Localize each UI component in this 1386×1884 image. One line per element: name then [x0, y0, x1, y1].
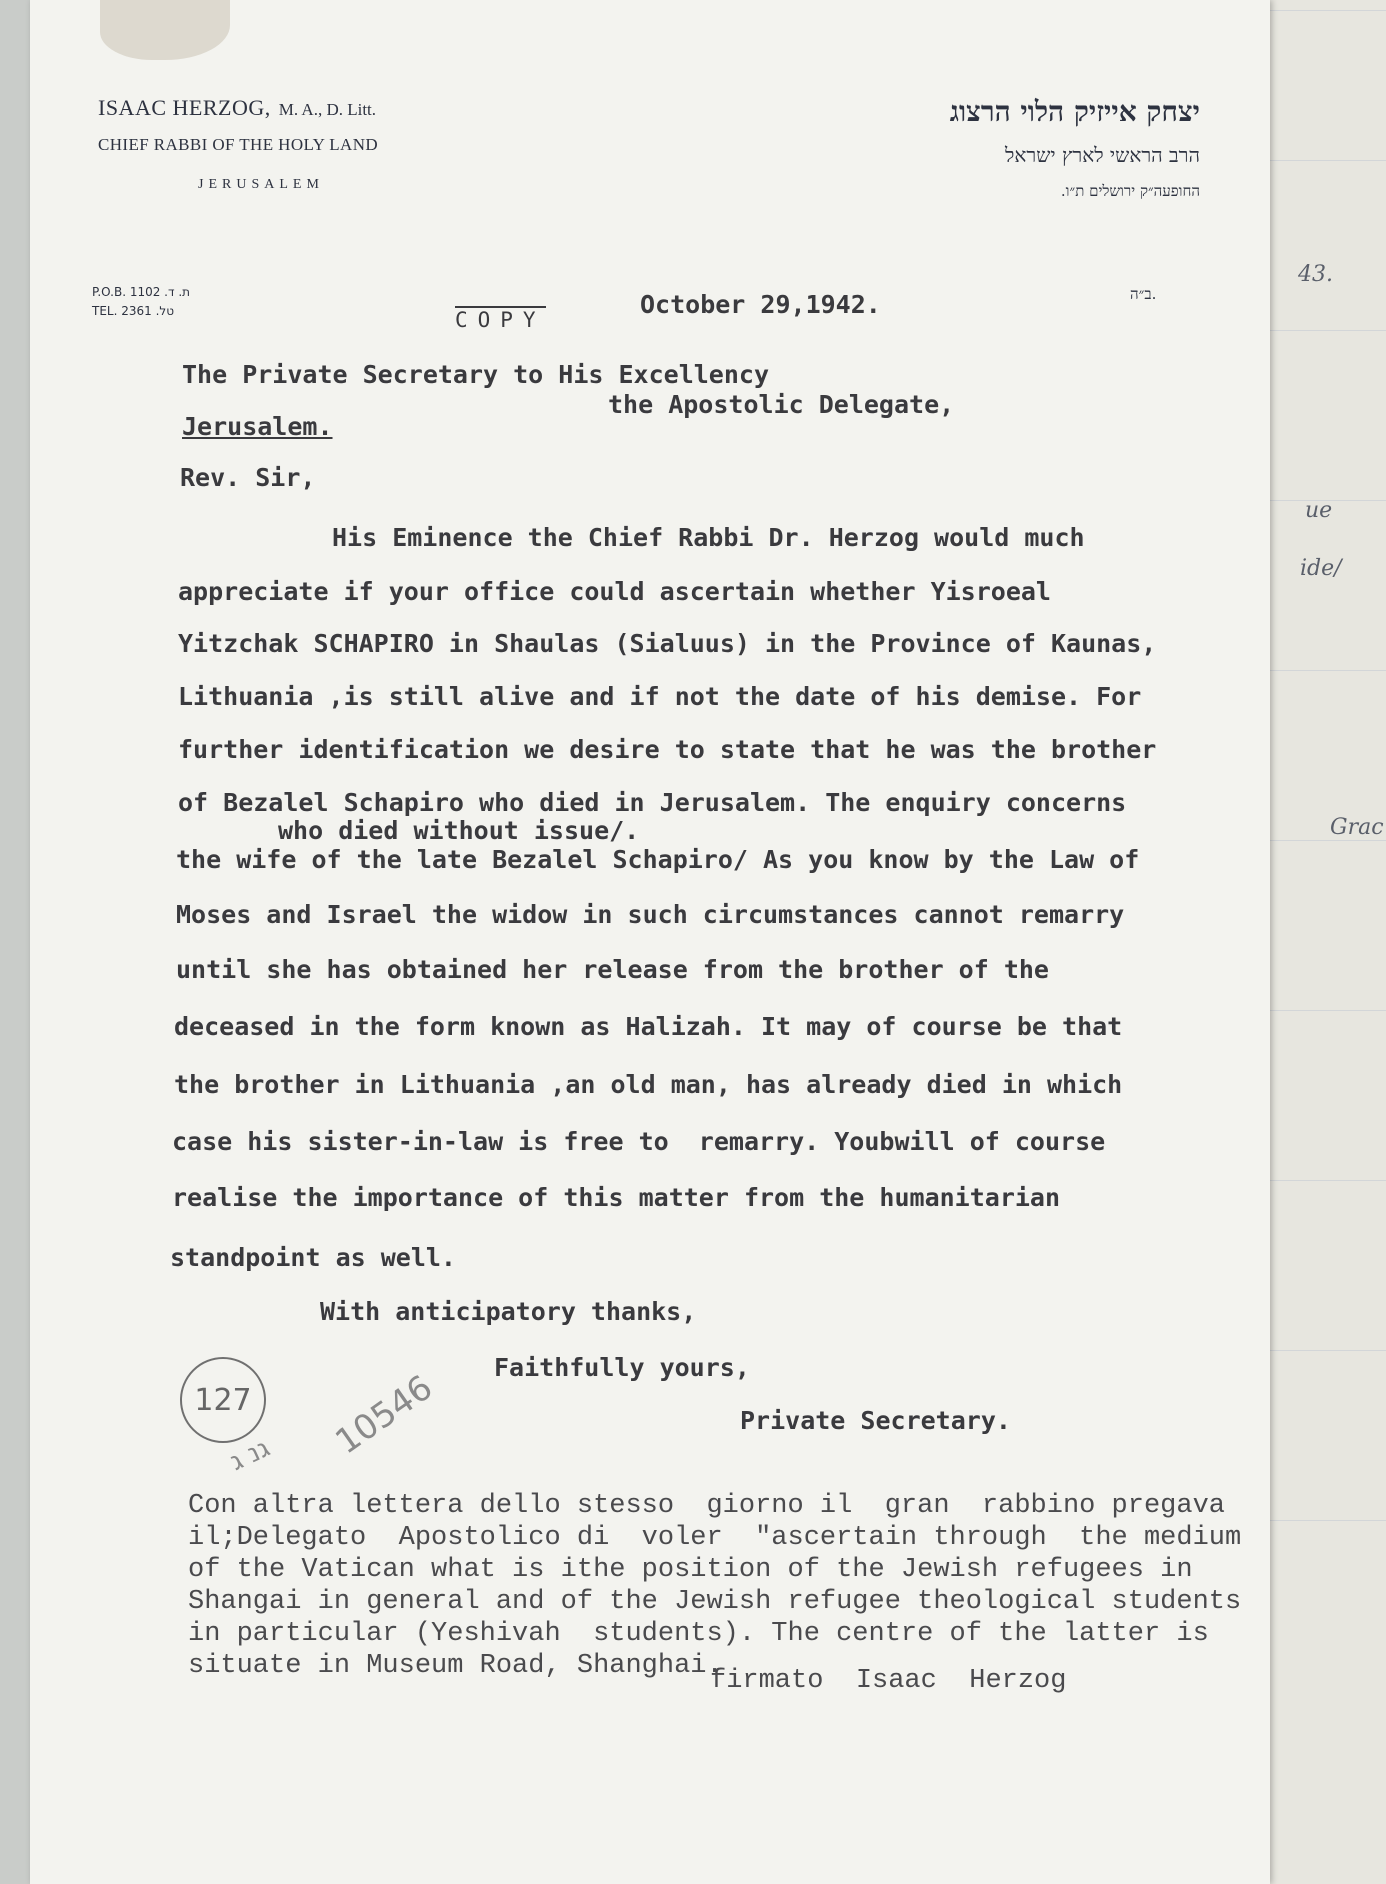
letterhead-degrees: M. A., D. Litt. — [278, 100, 377, 119]
address-city: Jerusalem. — [182, 412, 333, 441]
body-line: Yitzchak SCHAPIRO in Shaulas (Sialuus) in the Province of Kaunas, — [178, 629, 1157, 658]
salutation: Rev. Sir, — [180, 463, 316, 492]
body-line: of Bezalel Schapiro who died in Jerusalem. The enquiry concerns — [178, 788, 1127, 817]
copy-label: COPY — [455, 308, 546, 332]
letter-date: October 29,1942. — [640, 290, 881, 319]
letterhead-city: JERUSALEM — [198, 177, 324, 192]
address-line: The Private Secretary to His Excellency — [182, 360, 769, 389]
closing-yours: Faithfully yours, — [494, 1353, 750, 1382]
telephone: TEL. 2361 .טל — [92, 304, 175, 318]
annotation-line: of the Vatican what is ithe position of the Jewish refugees in — [188, 1555, 1193, 1585]
body-line: Moses and Israel the widow in such circumstances cannot remarry — [176, 900, 1125, 929]
body-line: deceased in the form known as Halizah. It may of course be that — [174, 1012, 1123, 1041]
letterhead-hebrew-name: יצחק אייזיק הלוי הרצוג — [949, 95, 1200, 128]
letterhead-hebrew — [950, 95, 1200, 201]
closing-thanks: With anticipatory thanks, — [320, 1297, 697, 1326]
body-line: the brother in Lithuania ,an old man, has already died in which — [174, 1070, 1123, 1099]
annotation-line: Shangai in general and of the Jewish refugee theological students — [188, 1587, 1242, 1617]
body-line: the wife of the late Bezalel Schapiro/ As you know by the Law of — [176, 845, 1140, 874]
letterhead-title: CHIEF RABBI OF THE HOLY LAND — [98, 135, 379, 154]
body-line: realise the importance of this matter from the humanitarian — [172, 1183, 1061, 1212]
circled-folio-number: 127 — [180, 1357, 266, 1443]
annotation-signed: firmato Isaac Herzog — [710, 1666, 1067, 1696]
letter-page — [30, 0, 1270, 1884]
po-box: P.O.B. 1102 .ת. ד — [92, 285, 191, 299]
pencil-initials: גנ ג — [225, 1432, 275, 1478]
body-line: standpoint as well. — [170, 1243, 456, 1272]
torn-corner — [100, 0, 230, 60]
body-line: His Eminence the Chief Rabbi Dr. Herzog would much — [332, 523, 1085, 552]
bh-mark: ב״ה. — [1130, 285, 1157, 303]
signature-title: Private Secretary. — [740, 1406, 1011, 1435]
contact-info — [92, 283, 190, 321]
background-sheet — [1270, 0, 1386, 1884]
annotation-line: in particular (Yeshivah students). The centre of the latter is — [188, 1619, 1209, 1649]
annotation-line: Con altra lettera dello stesso giorno il gran rabbino pregava — [188, 1491, 1225, 1521]
letterhead-english — [98, 95, 378, 193]
margin-note: Grac — [1330, 815, 1384, 840]
body-line: until she has obtained her release from the brother of the — [176, 955, 1049, 984]
body-line: case his sister-in-law is free to remarry. Youbwill of course — [172, 1127, 1106, 1156]
archive-number: 10546 — [328, 1367, 440, 1463]
letterhead-hebrew-city: החופעה״ק ירושלים ת״ו. — [1060, 182, 1200, 200]
margin-note: ide/ — [1300, 556, 1342, 581]
letterhead-hebrew-title: הרב הראשי לארץ ישראל — [1005, 143, 1200, 167]
annotation-line: il;Delegato Apostolico di voler "ascertain through the medium — [188, 1523, 1242, 1553]
body-line: further identification we desire to state that he was the brother — [178, 735, 1157, 764]
annotation-line: situate in Museum Road, Shanghai. — [188, 1651, 723, 1681]
margin-note: ue — [1305, 498, 1333, 523]
body-line: Lithuania ,is still alive and if not the date of his demise. For — [178, 682, 1142, 711]
insertion-note: who died without issue/. — [278, 816, 640, 845]
margin-note: 43. — [1298, 262, 1333, 287]
body-line: appreciate if your office could ascertain whether Yisroeal — [178, 577, 1051, 606]
letterhead-name: ISAAC HERZOG, — [98, 95, 271, 120]
address-line: the Apostolic Delegate, — [608, 390, 955, 419]
